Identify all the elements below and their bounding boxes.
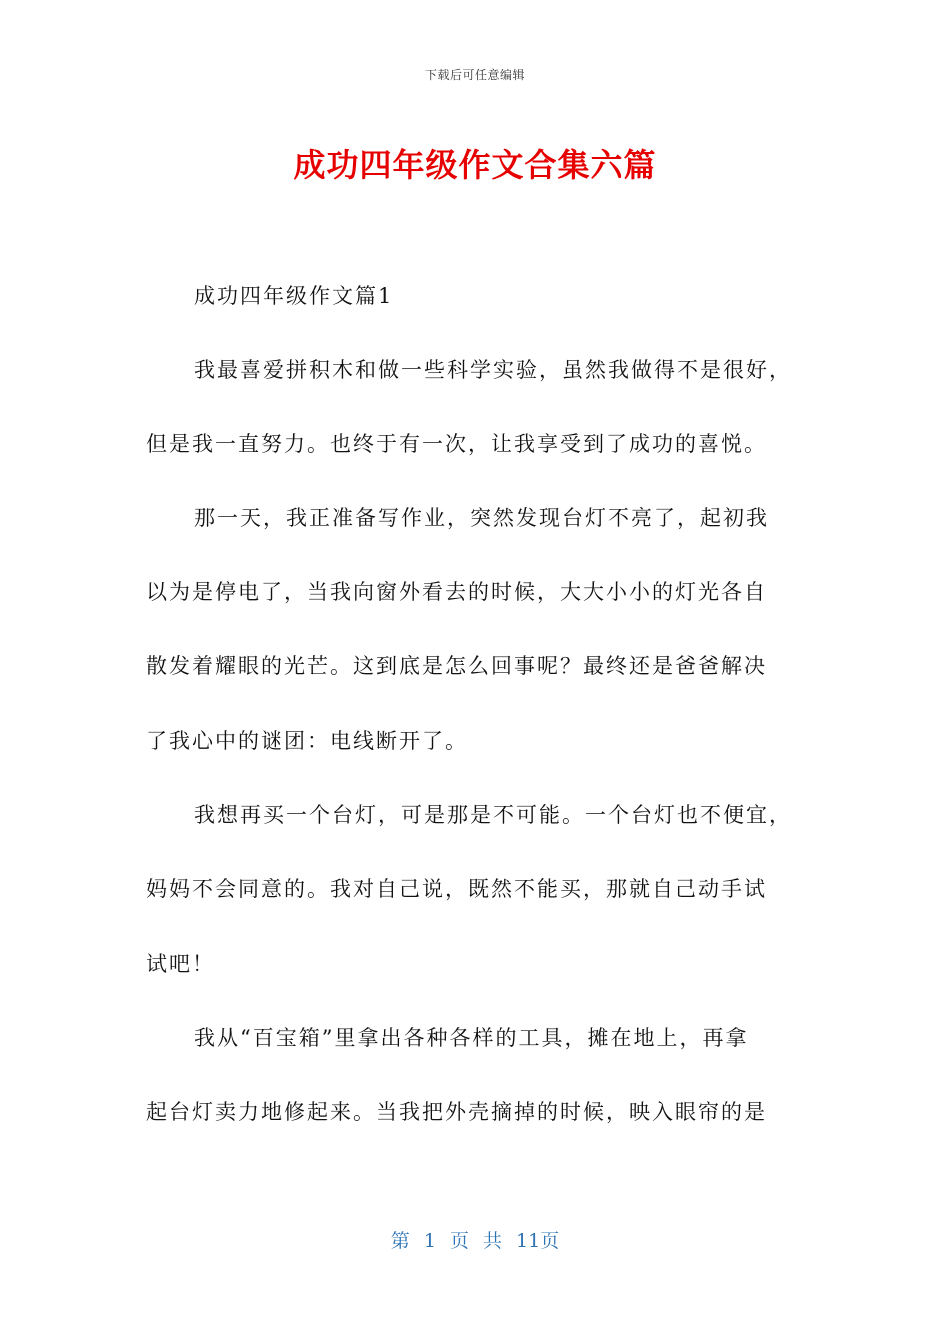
body-line: 我想再买一个台灯，可是那是不可能。一个台灯也不便宜， [194,803,792,827]
body-line: 那一天，我正准备写作业，突然发现台灯不亮了，起初我 [194,506,769,530]
body-line: 但是我一直努力。也终于有一次，让我享受到了成功的喜悦。 [146,432,767,456]
body-line: 妈妈不会同意的。我对自己说，既然不能买，那就自己动手试 [146,877,767,901]
body-line: 散发着耀眼的光芒。这到底是怎么回事呢？最终还是爸爸解决 [146,654,767,678]
section-heading: 成功四年级作文篇1 [194,284,394,308]
body-line: 试吧！ [146,952,215,976]
document-title: 成功四年级作文合集六篇 [293,146,657,184]
body-line: 我最喜爱拼积木和做一些科学实验，虽然我做得不是很好， [194,358,792,382]
page-header-note: 下载后可任意编辑 [424,68,525,82]
body-line: 以为是停电了，当我向窗外看去的时候，大大小小的灯光各自 [146,580,767,604]
body-line: 我从“百宝箱”里拿出各种各样的工具，摊在地上，再拿 [194,1026,749,1050]
body-line: 起台灯卖力地修起来。当我把外壳摘掉的时候，映入眼帘的是 [146,1100,767,1124]
body-line: 了我心中的谜团：电线断开了。 [146,729,468,753]
page-number: 第 1 页 共 11页 [390,1230,560,1252]
